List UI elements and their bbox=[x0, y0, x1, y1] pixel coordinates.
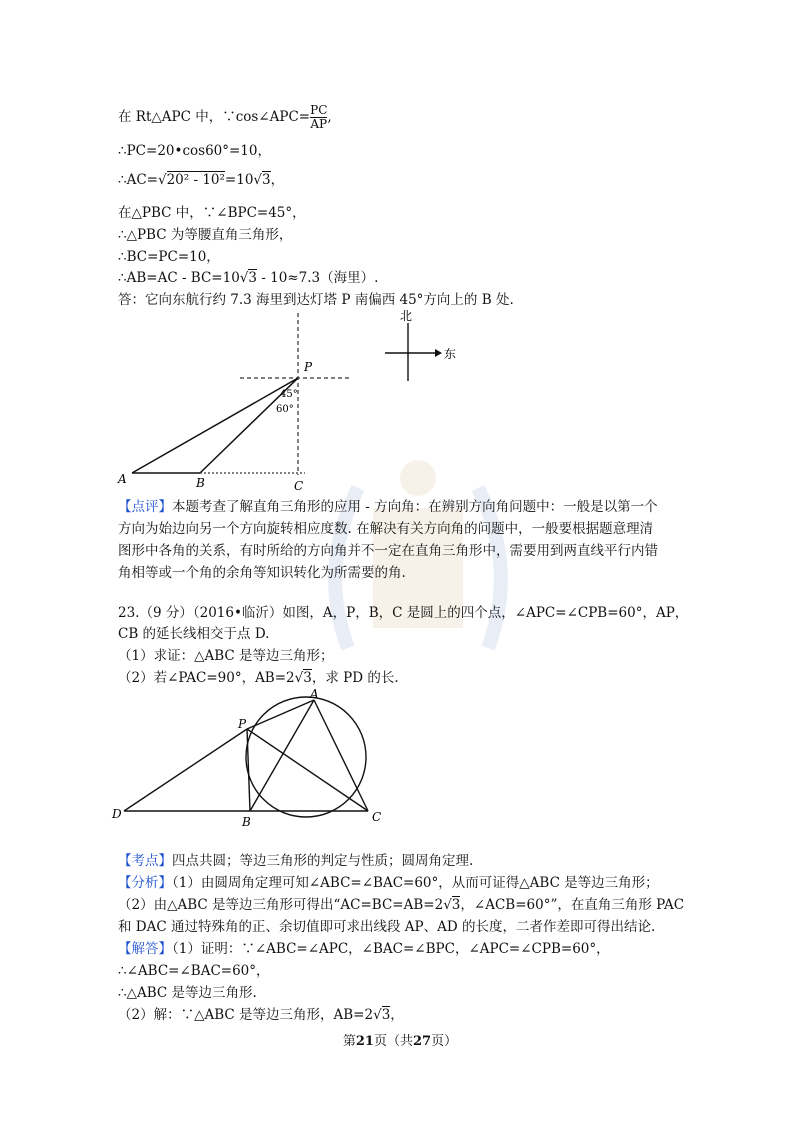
solution-line-2: ∴∠ABC=∠BAC=60°， bbox=[118, 963, 270, 979]
segment-ac bbox=[314, 700, 368, 811]
angle-60-label: 60° bbox=[276, 404, 294, 415]
compass-east: 东 bbox=[444, 347, 457, 361]
line-triangle-pbc: 在△PBC 中，∵∠BPC=45°， bbox=[118, 205, 306, 221]
page-number: 21 bbox=[355, 1034, 374, 1049]
line-ac: ∴AC=√20² - 10²=10√3， bbox=[118, 172, 285, 188]
topic-line: 【考点】四点共圆；等边三角形的判定与性质；圆周角定理. bbox=[118, 853, 474, 869]
review-line-1: 【点评】本题考查了解直角三角形的应用 - 方向角：在辨别方向角问题中：一般是以第一个 bbox=[118, 499, 658, 515]
direction-angle-diagram bbox=[110, 305, 470, 495]
line-bc: ∴BC=PC=10， bbox=[118, 249, 220, 265]
page-total: 27 bbox=[413, 1034, 432, 1049]
segment-dp bbox=[124, 729, 247, 811]
circle-diagram bbox=[110, 688, 410, 838]
solution-line-3: ∴△ABC 是等边三角形. bbox=[118, 985, 257, 1001]
review-line-4: 角相等或一个角的余角等知识转化为所需要的角. bbox=[118, 565, 406, 581]
compass-icon bbox=[385, 309, 456, 381]
segment-ab bbox=[250, 700, 314, 811]
analysis-line-2: （2）由△ABC 是等边三角形可得出“AC=BC=AB=2√3，∠ACB=60°”，在直角三角形 PAC bbox=[118, 897, 685, 913]
segment-pa bbox=[247, 700, 314, 729]
line-ab: ∴AB=AC - BC=10√3 - 10≈7.3（海里）. bbox=[118, 270, 379, 286]
line-cos-apc: 在 Rt△APC 中，∵cos∠APC= $\frac{PC}{AP}$ , bbox=[118, 103, 332, 131]
label-d: D bbox=[112, 807, 122, 821]
label-b: B bbox=[242, 815, 251, 829]
label-c: C bbox=[372, 810, 382, 824]
label-p: P bbox=[238, 717, 247, 731]
q23-heading: 23.（9 分）（2016•临沂）如图，A，P，B，C 是圆上的四个点，∠APC=∠CPB=60°，AP， bbox=[118, 605, 689, 621]
q23-part-2: （2）若∠PAC=90°，AB=2√3，求 PD 的长. bbox=[118, 670, 399, 686]
label-p: P bbox=[304, 360, 313, 374]
compass-north: 北 bbox=[400, 309, 413, 323]
page-footer: 第21页（共27页） bbox=[342, 1034, 458, 1049]
analysis-line-3: 和 DAC 通过特殊角的正、余切值即可求出线段 AP、AD 的长度，二者作差即可得出结论. bbox=[118, 919, 656, 935]
solution-line-1: 【解答】（1）证明：∵∠ABC=∠APC，∠BAC=∠BPC，∠APC=∠CPB=60°， bbox=[118, 941, 610, 957]
review-line-3: 图形中各角的关系，有时所给的方向角并不一定在直角三角形中，需要用到两直线平行内错 bbox=[118, 543, 658, 559]
review-line-2: 方向为始边向另一个方向旋转相应度数. 在解决有关方向角的问题中，一般要根据题意理清 bbox=[118, 521, 654, 537]
q23-heading-2: CB 的延长线相交于点 D. bbox=[118, 626, 270, 642]
analysis-line-1: 【分析】（1）由圆周角定理可知∠ABC=∠BAC=60°，从而可证得△ABC 是等边三角形； bbox=[118, 875, 659, 891]
line-isosceles: ∴△PBC 为等腰直角三角形， bbox=[118, 227, 293, 243]
segment-pc bbox=[247, 729, 368, 811]
solution-line-4: （2）解：∵△ABC 是等边三角形，AB=2√3， bbox=[118, 1007, 404, 1023]
angle-45-label: 45° bbox=[280, 389, 298, 400]
label-a: A bbox=[310, 688, 319, 701]
line-pc: ∴PC=20•cos60°=10， bbox=[118, 143, 271, 159]
q23-part-1: （1）求证：△ABC 是等边三角形； bbox=[118, 648, 334, 664]
label-b: B bbox=[196, 476, 205, 490]
label-a: A bbox=[118, 472, 127, 486]
line-answer: 答：它向东航行约 7.3 海里到达灯塔 P 南偏西 45°方向上的 B 处. bbox=[118, 292, 514, 308]
label-c: C bbox=[294, 479, 304, 493]
